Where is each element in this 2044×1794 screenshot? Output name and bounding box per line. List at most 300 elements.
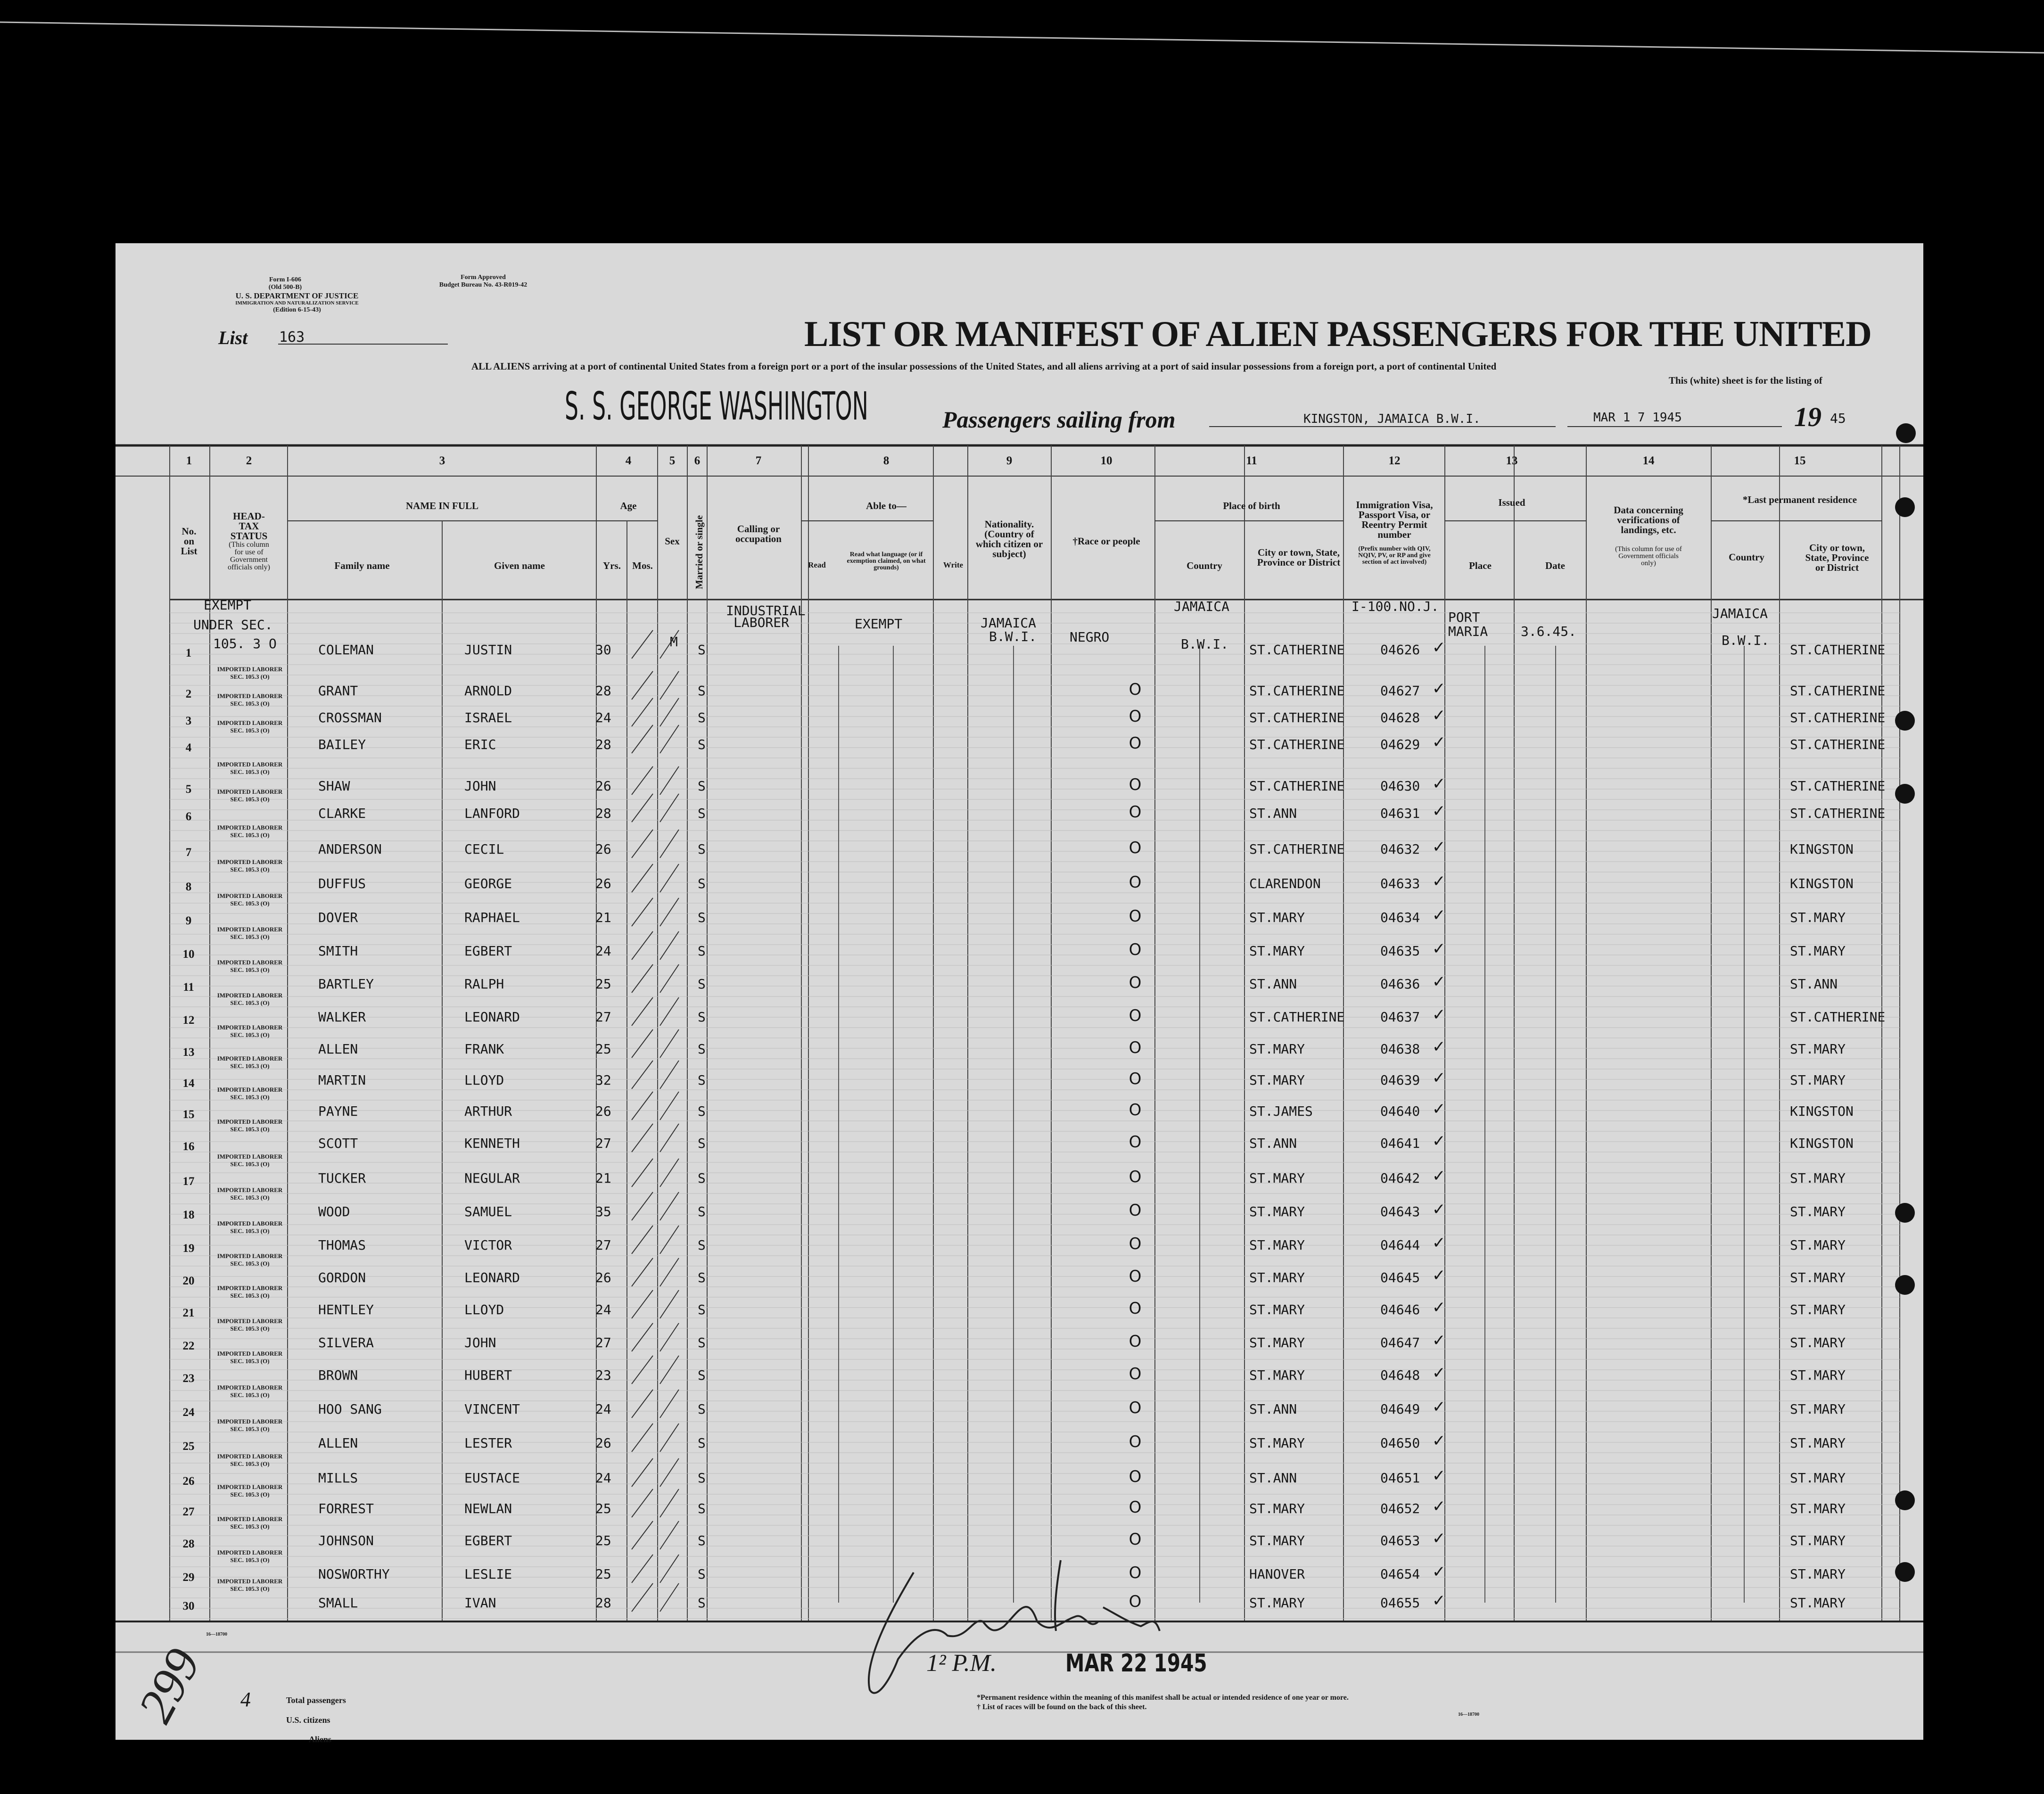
head-tax-stamp: SEC. 105.3 (O)	[230, 1460, 270, 1467]
visa-check-mark: ✓	[1432, 1466, 1446, 1485]
column-number: 9	[1006, 454, 1013, 467]
row-number: 11	[183, 981, 194, 994]
given-name: IVAN	[464, 1595, 496, 1611]
age-years: 28	[595, 683, 611, 699]
head-tax-stamp: IMPORTED LABORER	[217, 1284, 283, 1292]
family-name: CROSSMAN	[318, 710, 382, 725]
visa-check-mark: ✓	[1432, 1298, 1446, 1317]
residence-city: ST.MARY	[1790, 1041, 1846, 1057]
row-number: 3	[185, 715, 192, 727]
given-name: ERIC	[464, 737, 496, 752]
marital-status: S	[698, 841, 706, 857]
col-able-to: Able to—	[866, 500, 907, 511]
race-ditto-mark: O	[1129, 1467, 1142, 1486]
col-age: Age	[620, 500, 637, 511]
race-ditto-mark: O	[1129, 1070, 1142, 1088]
head-tax-stamp: IMPORTED LABORER	[217, 1186, 283, 1193]
visa-check-mark: ✓	[1432, 1037, 1446, 1056]
col-place-of-birth: Place of birth	[1223, 500, 1280, 511]
col-birth-country: Country	[1187, 560, 1222, 571]
head-tax-stamp: SEC. 105.3 (O)	[230, 1585, 270, 1592]
residence-city: ST.MARY	[1790, 1595, 1846, 1611]
race-ditto-mark: O	[1129, 1234, 1142, 1253]
list-number: 163	[279, 329, 305, 346]
head-tax-stamp: SEC. 105.3 (O)	[230, 1523, 270, 1530]
column-number: 3	[439, 454, 445, 467]
marital-status: S	[698, 778, 706, 794]
head-tax-stamp: IMPORTED LABORER	[217, 1515, 283, 1522]
family-name: CLARKE	[318, 806, 366, 821]
birth-city: ST.JAMES	[1249, 1103, 1313, 1119]
residence-city: ST.CATHERINE	[1790, 683, 1886, 699]
marital-status: S	[698, 1470, 706, 1486]
col-issued-date: Date	[1545, 560, 1565, 571]
birth-city: ST.CATHERINE	[1249, 683, 1345, 699]
column-number: 2	[246, 454, 252, 467]
race-ditto-mark: O	[1129, 1038, 1142, 1057]
visa-check-mark: ✓	[1432, 906, 1446, 925]
head-tax-stamp: SEC. 105.3 (O)	[230, 1325, 270, 1332]
column-number: 10	[1100, 454, 1113, 467]
visa-check-mark: ✓	[1432, 1398, 1446, 1416]
visa-check-mark: ✓	[1432, 1529, 1446, 1548]
head-tax-stamp: SEC. 105.3 (O)	[230, 831, 270, 839]
head-tax-stamp: SEC. 105.3 (O)	[230, 933, 270, 940]
head-tax-stamp: IMPORTED LABORER	[217, 788, 283, 795]
birth-city: ST.MARY	[1249, 1041, 1305, 1057]
marital-status: S	[698, 1401, 706, 1417]
binder-hole	[1895, 784, 1915, 804]
residence-city: ST.MARY	[1790, 1270, 1846, 1285]
column-number: 6	[694, 454, 701, 467]
age-years: 24	[595, 710, 611, 725]
birth-city: ST.MARY	[1249, 1533, 1305, 1548]
family-name: GORDON	[318, 1270, 366, 1285]
residence-city: ST.MARY	[1790, 910, 1846, 925]
head-tax-line-1: EXEMPT	[204, 597, 252, 613]
binder-hole	[1895, 1490, 1915, 1510]
residence-city: ST.ANN	[1790, 976, 1838, 992]
visa-check-mark: ✓	[1432, 774, 1446, 793]
given-name: VINCENT	[464, 1401, 520, 1417]
age-years: 24	[595, 1302, 611, 1317]
age-years: 27	[595, 1009, 611, 1025]
birth-city: ST.ANN	[1249, 976, 1297, 992]
race-ditto-mark: O	[1129, 873, 1142, 892]
race-ditto-mark: O	[1129, 1399, 1142, 1417]
marital-status: S	[698, 1335, 706, 1350]
row-number: 13	[182, 1046, 195, 1059]
age-years: 25	[595, 976, 611, 992]
head-tax-stamp: IMPORTED LABORER	[217, 1153, 283, 1160]
binder-hole	[1895, 497, 1915, 517]
visa-check-mark: ✓	[1432, 1167, 1446, 1185]
family-name: ANDERSON	[318, 841, 382, 857]
row-number: 18	[182, 1209, 195, 1221]
family-name: SMITH	[318, 943, 358, 959]
year-prefix: 19	[1794, 402, 1821, 432]
head-tax-stamp: SEC. 105.3 (O)	[230, 727, 270, 734]
head-tax-stamp: SEC. 105.3 (O)	[230, 700, 270, 707]
head-tax-stamp: SEC. 105.3 (O)	[230, 1094, 270, 1101]
residence-city: ST.MARY	[1790, 1435, 1846, 1451]
given-name: EGBERT	[464, 943, 512, 959]
visa-check-mark: ✓	[1432, 679, 1446, 698]
visa-number: 04628	[1380, 710, 1420, 725]
birth-city: ST.MARY	[1249, 1237, 1305, 1253]
visa-number: 04646	[1380, 1302, 1420, 1317]
head-tax-stamp: SEC. 105.3 (O)	[230, 1126, 270, 1133]
row-number: 21	[182, 1307, 195, 1319]
column-number: 7	[755, 454, 762, 467]
family-name: SCOTT	[318, 1136, 358, 1151]
birth-city: ST.ANN	[1249, 806, 1297, 821]
column-number: 12	[1388, 454, 1401, 467]
column-number: 5	[669, 454, 676, 467]
head-tax-stamp: IMPORTED LABORER	[217, 1350, 283, 1357]
given-name: EUSTACE	[464, 1470, 520, 1486]
given-name: ARTHUR	[464, 1103, 512, 1119]
given-name: SAMUEL	[464, 1204, 512, 1219]
head-tax-stamp: IMPORTED LABORER	[217, 1418, 283, 1425]
family-name: WOOD	[318, 1204, 350, 1219]
head-tax-stamp: IMPORTED LABORER	[217, 824, 283, 831]
marital-status: S	[698, 737, 706, 752]
head-tax-stamp: IMPORTED LABORER	[217, 1384, 283, 1391]
visa-number: 04645	[1380, 1270, 1420, 1285]
column-number: 14	[1642, 454, 1655, 467]
age-years: 27	[595, 1335, 611, 1350]
marital-status: S	[698, 710, 706, 725]
marital-status: S	[698, 1595, 706, 1611]
head-tax-stamp: SEC. 105.3 (O)	[230, 900, 270, 907]
visa-check-mark: ✓	[1432, 802, 1446, 821]
family-name: MILLS	[318, 1470, 358, 1486]
race-ditto-mark: O	[1129, 1365, 1142, 1383]
visa-number: 04638	[1380, 1041, 1420, 1057]
binder-hole	[1895, 1562, 1915, 1582]
row-number: 1	[185, 647, 192, 659]
subtitle-line-1: ALL ALIENS arriving at a port of continental United States from a foreign port or a port of the insular possessions of the United States, and all aliens arriving at a port of said insular possessions from a foreign port, a port of continental United	[471, 361, 1497, 372]
issued-place-line-1: PORT	[1448, 609, 1480, 625]
head-tax-stamp: IMPORTED LABORER	[217, 1453, 283, 1460]
age-years: 27	[595, 1237, 611, 1253]
race-ditto-mark: O	[1129, 1564, 1142, 1582]
visa-prefix: I-100.NO.J.	[1352, 599, 1439, 614]
residence-city: ST.MARY	[1790, 1170, 1846, 1186]
department: U. S. DEPARTMENT OF JUSTICE	[235, 291, 359, 300]
marital-status: S	[698, 1041, 706, 1057]
col-landings-note: (This column for use of Government officials only)	[1615, 545, 1682, 567]
given-name: ARNOLD	[464, 683, 512, 699]
binder-hole	[1895, 711, 1915, 731]
marital-status: S	[698, 910, 706, 925]
residence-city: ST.MARY	[1790, 1204, 1846, 1219]
marital-status: S	[698, 943, 706, 959]
visa-number: 04654	[1380, 1566, 1420, 1582]
col-last-residence: *Last permanent residence	[1742, 494, 1857, 505]
head-tax-stamp: IMPORTED LABORER	[217, 1055, 283, 1062]
total-passengers-label: Total passengers	[286, 1695, 346, 1705]
residence-city: ST.MARY	[1790, 1367, 1846, 1383]
birth-country-line-2: B.W.I.	[1181, 636, 1229, 652]
row-number: 19	[182, 1242, 195, 1255]
visa-check-mark: ✓	[1432, 1100, 1446, 1119]
race-ditto-mark: O	[1129, 1592, 1142, 1611]
occupation-line-1: INDUSTRIAL	[726, 603, 806, 618]
race-value: NEGRO	[1070, 629, 1110, 645]
binder-hole	[1895, 1203, 1915, 1223]
given-name: HUBERT	[464, 1367, 512, 1383]
race-ditto-mark: O	[1129, 680, 1142, 699]
row-number: 24	[182, 1406, 195, 1419]
head-tax-stamp: IMPORTED LABORER	[217, 892, 283, 899]
birth-city: ST.MARY	[1249, 1270, 1305, 1285]
marital-status: S	[698, 1566, 706, 1582]
given-name: LESTER	[464, 1435, 512, 1451]
race-ditto-mark: O	[1129, 940, 1142, 959]
marital-status: S	[698, 1136, 706, 1151]
visa-check-mark: ✓	[1432, 1591, 1446, 1610]
visa-number: 04626	[1380, 642, 1420, 658]
visa-number: 04630	[1380, 778, 1420, 794]
marital-status: S	[698, 683, 706, 699]
visa-number: 04640	[1380, 1103, 1420, 1119]
note-residence: *Permanent residence within the meaning of this manifest shall be actual or intended residence of one year or more.	[977, 1694, 1349, 1702]
marital-status: S	[698, 1204, 706, 1219]
col-mos: Mos.	[632, 560, 653, 571]
family-name: GRANT	[318, 683, 358, 699]
race-ditto-mark: O	[1129, 803, 1142, 822]
row-number: 15	[182, 1108, 195, 1121]
family-name: DUFFUS	[318, 876, 366, 891]
column-number: 13	[1506, 454, 1518, 467]
visa-check-mark: ✓	[1432, 1005, 1446, 1024]
given-name: VICTOR	[464, 1237, 512, 1253]
head-tax-stamp: SEC. 105.3 (O)	[230, 1260, 270, 1267]
family-name: TUCKER	[318, 1170, 366, 1186]
birth-city: ST.CATHERINE	[1249, 1009, 1345, 1025]
row-number: 22	[182, 1340, 195, 1352]
visa-number: 04653	[1380, 1533, 1420, 1548]
age-years: 30	[595, 642, 611, 658]
col-name-in-full: NAME IN FULL	[405, 500, 479, 511]
birth-city: ST.CATHERINE	[1249, 710, 1345, 725]
visa-number: 04627	[1380, 683, 1420, 699]
residence-city: ST.CATHERINE	[1790, 1009, 1886, 1025]
read-exempt: EXEMPT	[855, 616, 903, 632]
age-years: 26	[595, 778, 611, 794]
visa-check-mark: ✓	[1432, 1200, 1446, 1219]
head-tax-stamp: IMPORTED LABORER	[217, 1317, 283, 1325]
residence-city: ST.CATHERINE	[1790, 710, 1886, 725]
head-tax-stamp: SEC. 105.3 (O)	[230, 1556, 270, 1564]
head-tax-stamp: IMPORTED LABORER	[217, 1220, 283, 1227]
binder-hole	[1896, 423, 1916, 443]
form-approved: Form Approved	[461, 274, 506, 281]
occupation-line-2: LABORER	[734, 615, 790, 630]
marital-status: S	[698, 1302, 706, 1317]
marital-status: S	[698, 1072, 706, 1088]
race-ditto-mark: O	[1129, 1006, 1142, 1025]
marital-status: S	[698, 642, 706, 658]
visa-number: 04649	[1380, 1401, 1420, 1417]
given-name: GEORGE	[464, 876, 512, 891]
visa-number: 04634	[1380, 910, 1420, 925]
budget-bureau: Budget Bureau No. 43-R019-42	[439, 281, 527, 288]
year-suffix: 45	[1830, 411, 1846, 426]
form-code-right: 16—18700	[1458, 1712, 1479, 1717]
visa-check-mark: ✓	[1432, 939, 1446, 958]
given-name: RALPH	[464, 976, 504, 992]
visa-check-mark: ✓	[1432, 1497, 1446, 1516]
race-ditto-mark: O	[1129, 1498, 1142, 1517]
visa-number: 04631	[1380, 806, 1420, 821]
race-ditto-mark: O	[1129, 1299, 1142, 1318]
subtitle-line-2: This (white) sheet is for the listing of	[1669, 375, 1822, 386]
visa-check-mark: ✓	[1432, 838, 1446, 856]
birth-city: ST.MARY	[1249, 943, 1305, 959]
col-read-what: Read what language (or if exemption claimed, on what grounds)	[847, 551, 926, 571]
age-years: 26	[595, 1270, 611, 1285]
row-number: 12	[182, 1014, 195, 1027]
visa-number: 04644	[1380, 1237, 1420, 1253]
residence-city: ST.CATHERINE	[1790, 642, 1886, 658]
col-visa-note: (Prefix number with QIV, NQIV, PV, or RP and give section of act involved)	[1358, 545, 1431, 566]
family-name: THOMAS	[318, 1237, 366, 1253]
given-name: LEONARD	[464, 1009, 520, 1025]
row-number: 26	[182, 1475, 195, 1488]
given-name: NEWLAN	[464, 1501, 512, 1516]
row-number: 6	[185, 810, 192, 823]
residence-city: ST.MARY	[1790, 1501, 1846, 1516]
residence-city: KINGSTON	[1790, 876, 1854, 891]
head-tax-stamp: IMPORTED LABORER	[217, 1483, 283, 1490]
age-years: 27	[595, 1136, 611, 1151]
head-tax-stamp: SEC. 105.3 (O)	[230, 1491, 270, 1498]
family-name: ALLEN	[318, 1435, 358, 1451]
col-calling: Calling or occupation	[735, 523, 782, 544]
head-tax-stamp: SEC. 105.3 (O)	[230, 999, 270, 1006]
column-number: 15	[1794, 454, 1806, 467]
row-number: 14	[182, 1077, 195, 1090]
col-head-tax-note: (This column for use of Government officials only)	[228, 541, 270, 571]
sex-value: M	[670, 634, 678, 650]
family-name: SILVERA	[318, 1335, 374, 1350]
birth-city: ST.MARY	[1249, 910, 1305, 925]
age-years: 28	[595, 737, 611, 752]
sailing-date: MAR 1 7 1945	[1593, 411, 1682, 425]
age-years: 25	[595, 1566, 611, 1582]
head-tax-stamp: SEC. 105.3 (O)	[230, 1391, 270, 1399]
column-number: 1	[186, 454, 192, 467]
visa-check-mark: ✓	[1432, 1364, 1446, 1383]
visa-check-mark: ✓	[1432, 872, 1446, 891]
head-tax-stamp: IMPORTED LABORER	[217, 1578, 283, 1585]
family-name: FORREST	[318, 1501, 374, 1516]
age-years: 35	[595, 1204, 611, 1219]
col-write: Write	[943, 560, 964, 569]
head-tax-stamp: SEC. 105.3 (O)	[230, 1194, 270, 1201]
visa-check-mark: ✓	[1432, 1563, 1446, 1581]
family-name: PAYNE	[318, 1103, 358, 1119]
received-stamp-date: MAR 22 1945	[1065, 1649, 1207, 1678]
col-sex: Sex	[665, 535, 680, 547]
visa-number: 04647	[1380, 1335, 1420, 1350]
visa-check-mark: ✓	[1432, 972, 1446, 991]
col-race: †Race or people	[1072, 535, 1140, 547]
visa-check-mark: ✓	[1432, 1132, 1446, 1151]
family-name: HENTLEY	[318, 1302, 374, 1317]
birth-city: ST.MARY	[1249, 1170, 1305, 1186]
binder-hole	[1895, 1275, 1915, 1295]
nationality-line-2: B.W.I.	[989, 629, 1037, 644]
birth-city: ST.CATHERINE	[1249, 841, 1345, 857]
visa-check-mark: ✓	[1432, 1069, 1446, 1087]
family-name: SHAW	[318, 778, 350, 794]
birth-city: HANOVER	[1249, 1566, 1305, 1582]
marital-status: S	[698, 1270, 706, 1285]
family-name: ALLEN	[318, 1041, 358, 1057]
visa-check-mark: ✓	[1432, 1331, 1446, 1350]
issued-date: 3.6.45.	[1521, 624, 1577, 639]
race-ditto-mark: O	[1129, 1332, 1142, 1351]
head-tax-stamp: SEC. 105.3 (O)	[230, 1160, 270, 1168]
head-tax-stamp: IMPORTED LABORER	[217, 1252, 283, 1259]
head-tax-stamp: SEC. 105.3 (O)	[230, 796, 270, 803]
visa-number: 04655	[1380, 1595, 1420, 1611]
head-tax-stamp: IMPORTED LABORER	[217, 959, 283, 966]
row-number: 25	[182, 1440, 195, 1453]
row-number: 23	[182, 1372, 195, 1385]
birth-city: CLARENDON	[1249, 876, 1321, 891]
col-nationality: Nationality. (Country of which citizen or subject)	[975, 518, 1043, 560]
visa-check-mark: ✓	[1432, 1432, 1446, 1450]
head-tax-stamp: IMPORTED LABORER	[217, 1549, 283, 1556]
marital-status: S	[698, 1170, 706, 1186]
col-visa: Immigration Visa, Passport Visa, or Reentry Permit number	[1356, 499, 1433, 540]
race-ditto-mark: O	[1129, 907, 1142, 926]
head-tax-stamp: SEC. 105.3 (O)	[230, 768, 270, 775]
list-label: List	[218, 327, 248, 348]
birth-city: ST.MARY	[1249, 1302, 1305, 1317]
row-number: 29	[182, 1571, 195, 1584]
residence-city: ST.MARY	[1790, 1072, 1846, 1088]
marital-status: S	[698, 1009, 706, 1025]
col-no-on-list: No. on List	[181, 526, 198, 557]
residence-city: KINGSTON	[1790, 1136, 1854, 1151]
visa-number: 04636	[1380, 976, 1420, 992]
age-years: 26	[595, 1435, 611, 1451]
edition: (Edition 6-15-43)	[273, 306, 321, 313]
head-tax-stamp: IMPORTED LABORER	[217, 1024, 283, 1031]
handwritten-page-number: 299	[127, 1639, 211, 1731]
birth-city: ST.CATHERINE	[1249, 778, 1345, 794]
visa-check-mark: ✓	[1432, 706, 1446, 725]
race-ditto-mark: O	[1129, 775, 1142, 794]
head-tax-stamp: IMPORTED LABORER	[217, 719, 283, 726]
age-years: 23	[595, 1367, 611, 1383]
row-number: 17	[182, 1175, 195, 1188]
given-name: LEONARD	[464, 1270, 520, 1285]
marital-status: S	[698, 1533, 706, 1548]
column-number: 11	[1246, 454, 1257, 467]
row-number: 30	[182, 1600, 195, 1613]
given-name: CECIL	[464, 841, 504, 857]
race-ditto-mark: O	[1129, 1432, 1142, 1451]
head-tax-stamp: IMPORTED LABORER	[217, 761, 283, 768]
family-name: WALKER	[318, 1009, 366, 1025]
